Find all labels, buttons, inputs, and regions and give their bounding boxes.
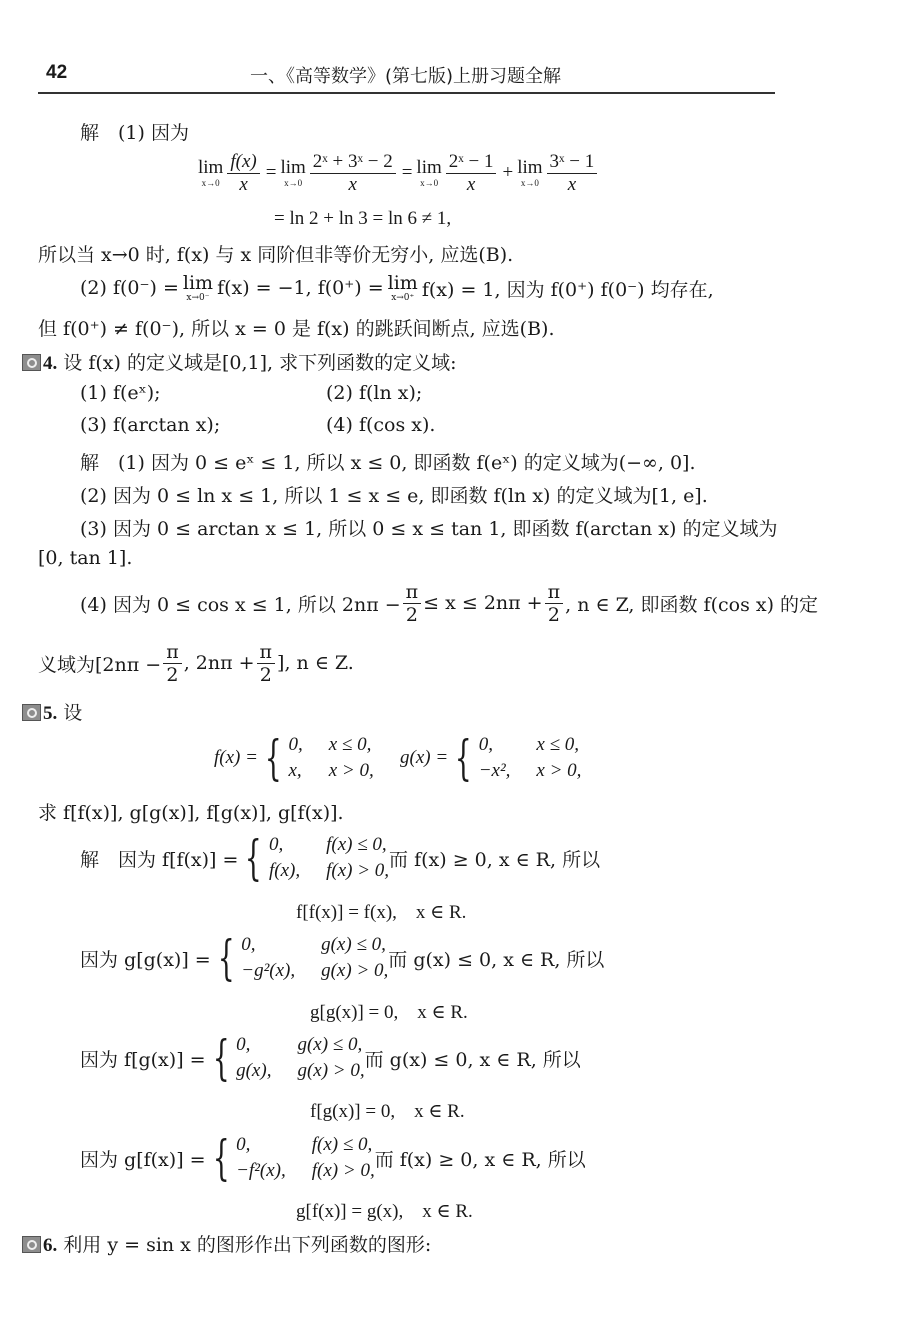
paragraph: 但 f(0⁺) ≠ f(0⁻), 所以 x = 0 是 f(x) 的跳跃间断点, 应选(B). — [38, 318, 555, 340]
paragraph: (2) f(0⁻) = lim x→0⁻ f(x) = −1, f(0⁺) = lim x→0⁺ f(x) = 1, 因为 f(0⁺) f(0⁻) 均存在, — [80, 272, 714, 303]
question-6: 6. 利用 y = sin x 的图形作出下列函数的图形: — [22, 1230, 431, 1257]
limit-operator: lim x→0 — [416, 157, 442, 188]
limit-operator: lim x→0⁺ — [387, 272, 418, 303]
paragraph: (2) 因为 0 ≤ ln x ≤ 1, 所以 1 ≤ x ≤ e, 即函数 f(ln x) 的定义域为[1, e]. — [80, 485, 708, 507]
result: f[f(x)] = f(x), x ∈ R. — [296, 902, 467, 923]
composition-gf: 因为 g[f(x)] = { 0, f(x) ≤ 0, −f²(x), f(x) > 0, 而 f(x) ≥ 0, x ∈ R, 所以 — [80, 1130, 586, 1186]
composition-ff: 解 因为 f[f(x)] = { 0, f(x) ≤ 0, f(x), f(x) > 0, 而 f(x) ≥ 0, x ∈ R, 所以 — [80, 830, 601, 886]
paragraph: (4) 因为 0 ≤ cos x ≤ 1, 所以 2nπ − $\frac{\pi}{2}$ ≤ x ≤ 2nπ + $\frac{\pi}{2}$ , n ∈ Z, 即函数 f(cos x) 的定 — [80, 580, 819, 626]
fraction: $\frac{\text{2ˣ − 1}}{x}$ — [446, 151, 497, 196]
definition-f: f(x) = { 0, x ≤ 0, x, x > 0, — [214, 730, 374, 786]
result: g[f(x)] = g(x), x ∈ R. — [296, 1201, 473, 1222]
brace: { — [245, 830, 263, 886]
brace: { — [212, 1130, 230, 1186]
result: g[g(x)] = 0, x ∈ R. — [310, 1002, 468, 1023]
option: (2) f(ln x); — [326, 382, 423, 404]
brace: { — [217, 930, 235, 986]
brace: { — [264, 730, 282, 786]
paragraph: 求 f[f(x)], g[g(x)], f[g(x)], g[f(x)]. — [38, 802, 344, 824]
solution-label: 解 (1) 因为 — [80, 122, 189, 144]
brace: { — [455, 730, 472, 786]
magnifier-icon — [22, 1236, 41, 1253]
magnifier-icon — [22, 354, 41, 371]
composition-fg: 因为 f[g(x)] = { 0, g(x) ≤ 0, g(x), g(x) > 0, 而 g(x) ≤ 0, x ∈ R, 所以 — [80, 1030, 581, 1086]
fraction: $\frac{\pi}{2}$ — [545, 581, 564, 626]
paragraph: (3) 因为 0 ≤ arctan x ≤ 1, 所以 0 ≤ x ≤ tan 1, 即函数 f(arctan x) 的定义域为 — [80, 518, 778, 540]
paragraph: 义域为[2nπ − $\frac{\pi}{2}$ , 2nπ + $\frac{\pi}{2}$ ], n ∈ Z. — [38, 640, 354, 686]
fraction: $\frac{f(x)}{x}$ — [227, 151, 259, 196]
limit-operator: lim x→0 — [517, 157, 543, 188]
paragraph: 解 (1) 因为 0 ≤ eˣ ≤ 1, 所以 x ≤ 0, 即函数 f(eˣ) 的定义域为(−∞, 0]. — [80, 452, 696, 474]
fraction: $\frac{\pi}{2}$ — [163, 641, 182, 686]
fraction: $\frac{\pi}{2}$ — [403, 581, 422, 626]
paragraph: [0, tan 1]. — [38, 547, 133, 569]
limit-equation-line1: lim x→0 $\frac{f(x)}{x}$ = lim x→0 $\frac{\text{2ˣ + 3ˣ − 2}}{x}$ = lim x→0 $\frac{\text{2ˣ − 1}}{x}$ + lim x→0 $\frac{\text{3ˣ − 1}}{x}$ — [198, 148, 599, 198]
option: (1) f(eˣ); — [80, 382, 161, 404]
limit-operator: lim x→0 — [198, 157, 224, 188]
composition-gg: 因为 g[g(x)] = { 0, g(x) ≤ 0, −g²(x), g(x) > 0, 而 g(x) ≤ 0, x ∈ R, 所以 — [80, 930, 605, 986]
result: f[g(x)] = 0, x ∈ R. — [310, 1101, 465, 1122]
fraction: $\frac{\pi}{2}$ — [257, 641, 276, 686]
page-number: 42 — [46, 62, 68, 83]
header-rule — [38, 92, 775, 94]
question-4: 4. 设 f(x) 的定义域是[0,1], 求下列函数的定义域: — [22, 348, 456, 375]
limit-operator: lim x→0 — [280, 157, 306, 188]
option: (4) f(cos x). — [326, 414, 436, 436]
limit-equation-line2: = ln 2 + ln 3 = ln 6 ≠ 1, — [274, 208, 452, 229]
question-5: 5. 设 — [22, 698, 82, 725]
brace: { — [212, 1030, 230, 1086]
option: (3) f(arctan x); — [80, 414, 221, 436]
paragraph: 所以当 x→0 时, f(x) 与 x 同阶但非等价无穷小, 应选(B). — [38, 244, 514, 266]
running-header-title: 一、《高等数学》(第七版)上册习题全解 — [250, 66, 562, 87]
limit-operator: lim x→0⁻ — [182, 272, 214, 303]
magnifier-icon — [22, 704, 41, 721]
fraction: $\frac{\text{2ˣ + 3ˣ − 2}}{x}$ — [310, 151, 396, 196]
fraction: $\frac{\text{3ˣ − 1}}{x}$ — [547, 151, 598, 196]
definition-g: g(x) = { 0, x ≤ 0, −x², x > 0, — [400, 730, 582, 786]
